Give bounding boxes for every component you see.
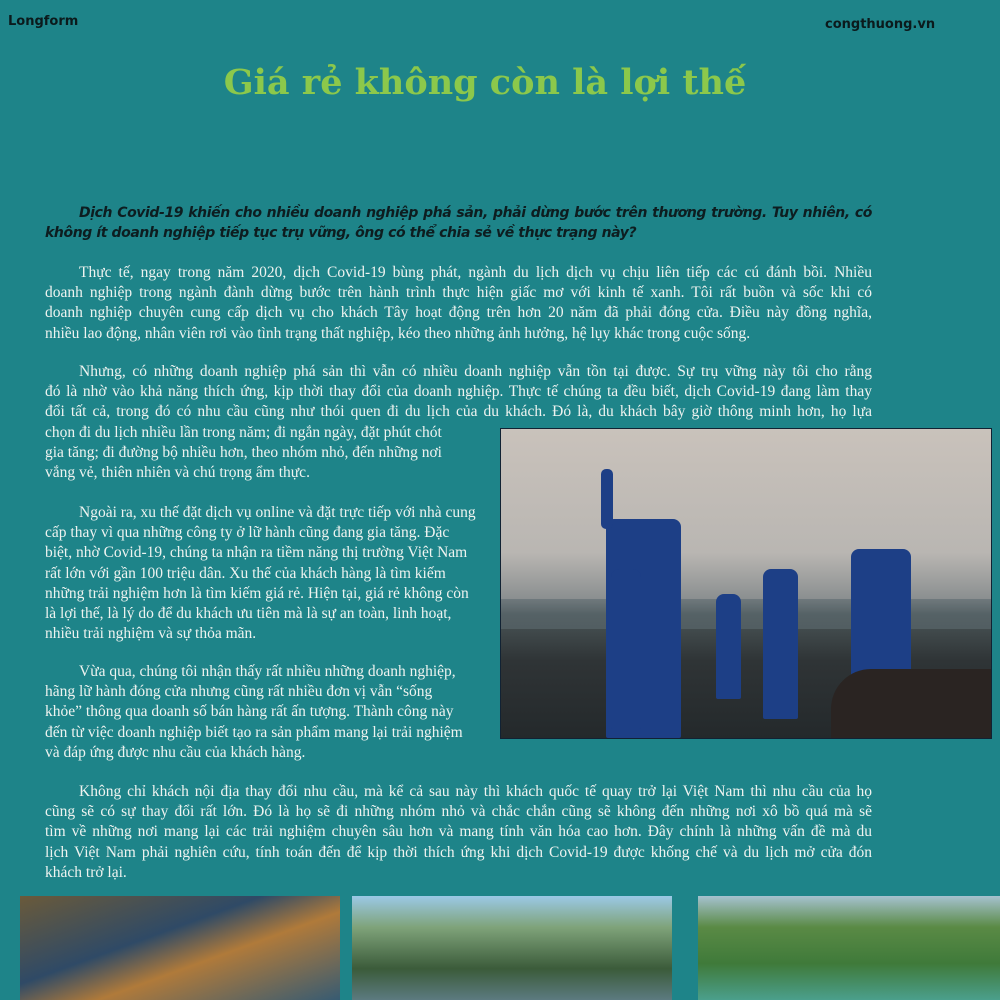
text-line: những trải nghiệm hơn là tìm kiếm giá rẻ. Hiện tại, giá rẻ không còn — [45, 584, 469, 602]
section-label: Longform — [8, 14, 79, 29]
text-line: nhiều lao động, nhân viên rơi vào tình trạng thất nghiệp, kéo theo những ảnh hưởng, hệ lụy khác trong cuộc sống. — [45, 324, 751, 342]
text-line: Không chỉ khách nội địa thay đổi nhu cầu, mà kể cả sau này thì khách quốc tế quay trở lại Việt Nam thì nhu cầu của họ — [79, 783, 872, 800]
interview-question — [45, 203, 872, 243]
text-line: gia tăng; đi đường bộ nhiều hơn, theo nhóm nhỏ, đến những nơi — [45, 443, 442, 461]
text-line: đến từ việc doanh nghiệp biết tạo ra sản phẩm mang lại trải nghiệm — [45, 723, 463, 741]
site-logo[interactable]: congthuong.vn — [825, 17, 936, 32]
text-line: đó là nhờ vào khả năng thích ứng, kịp thời thay đổi của doanh nghiệp. Thực tế chúng ta đều biết, dịch Covid-19 đang làm thay — [45, 383, 872, 401]
text-line: là lợi thế, là lý do để du khách ưu tiên mà là sự an toàn, linh hoạt, — [45, 605, 452, 623]
paragraph-3 — [45, 503, 503, 644]
text-line: không ít doanh nghiệp tiếp tục trụ vững, ông có thể chia sẻ về thực trạng này? — [45, 225, 637, 242]
text-line: doanh nghiệp chuyên cung cấp dịch vụ cho khách Tây hoạt động trên hơn 20 năm đã phải đóng cửa. Điều này đồng nghĩa, — [45, 304, 872, 322]
martial-arts-photo — [500, 428, 992, 739]
pagoda-landscape-photo — [698, 896, 1000, 1000]
text-line: tìm về những nơi mang lại các trải nghiệm chuyên sâu hơn và mang tính văn hóa cao hơn. Đây chính là những vấn đề mà du — [45, 823, 872, 841]
text-line: Vừa qua, chúng tôi nhận thấy rất nhiều những doanh nghiệp, — [79, 663, 456, 680]
ha-long-bay-photo — [352, 896, 672, 1000]
text-line: vắng vẻ, thiên nhiên và chú trọng ẩm thực. — [45, 464, 310, 482]
paragraph-1 — [45, 263, 872, 344]
text-line: chọn đi du lịch nhiều lần trong năm; đi ngắn ngày, đặt phút chót — [45, 423, 442, 441]
text-line: nhiều trải nghiệm và sự thỏa mãn. — [45, 625, 257, 643]
hoi-an-photo — [20, 896, 340, 1000]
text-line: khỏe” thông qua doanh số bán hàng rất ấn tượng. Thành công này — [45, 703, 454, 721]
paragraph-5 — [45, 782, 872, 883]
text-line: cấp thay vì qua những công ty ở lữ hành cũng đang gia tăng. Đặc — [45, 524, 450, 542]
text-line: biệt, nhờ Covid-19, chúng ta nhận ra tiềm năng thị trường Việt Nam — [45, 544, 468, 562]
text-line: khách trở lại. — [45, 863, 127, 881]
text-line: doanh nghiệp trong ngành đành dừng bước trên hành trình thực hiện giấc mơ với kinh tế xanh. Tôi rất buồn và sốc khi có — [45, 284, 872, 302]
text-line: Nhưng, có những doanh nghiệp phá sản thì vẫn có nhiều doanh nghiệp vẫn tồn tại được. Sự trụ vững này tôi cho rằng — [79, 363, 872, 380]
text-line: lịch Việt Nam phải nghiên cứu, tính toán đến để kịp thời thích ứng khi dịch Covid-19 được khống chế và du lịch mở cửa đón — [45, 843, 872, 861]
text-line: cũng sẽ có sự thay đổi rất lớn. Đó là họ sẽ đi những nhóm nhỏ và chắc chắn cũng sẽ không đến những nơi xô bồ quá mà sẽ — [45, 803, 872, 821]
paragraph-4 — [45, 662, 503, 763]
text-line: Ngoài ra, xu thế đặt dịch vụ online và đặt trực tiếp với nhà cung — [79, 504, 476, 521]
text-line: Thực tế, ngay trong năm 2020, dịch Covid-19 bùng phát, ngành du lịch dịch vụ chịu liên tiếp các cú đánh bồi. Nhiều — [79, 264, 872, 281]
text-line: và đáp ứng được nhu cầu của khách hàng. — [45, 743, 306, 761]
text-line: rất lớn với gần 100 triệu dân. Xu thế của khách hàng là tìm kiếm — [45, 564, 446, 582]
text-line: hãng lữ hành đóng cửa nhưng cũng rất nhiều đơn vị vẫn “sống — [45, 683, 433, 701]
text-line: đổi tất cả, trong đó có nhu cầu cũng như thói quen đi du lịch của du khách. Đó là, du khách bây giờ thông minh hơn, họ lựa — [45, 403, 872, 421]
text-line: Dịch Covid-19 khiến cho nhiều doanh nghiệp phá sản, phải dừng bước trên thương trường. Tuy nhiên, có — [79, 205, 872, 221]
page-title: Giá rẻ không còn là lợi thế — [223, 62, 747, 103]
